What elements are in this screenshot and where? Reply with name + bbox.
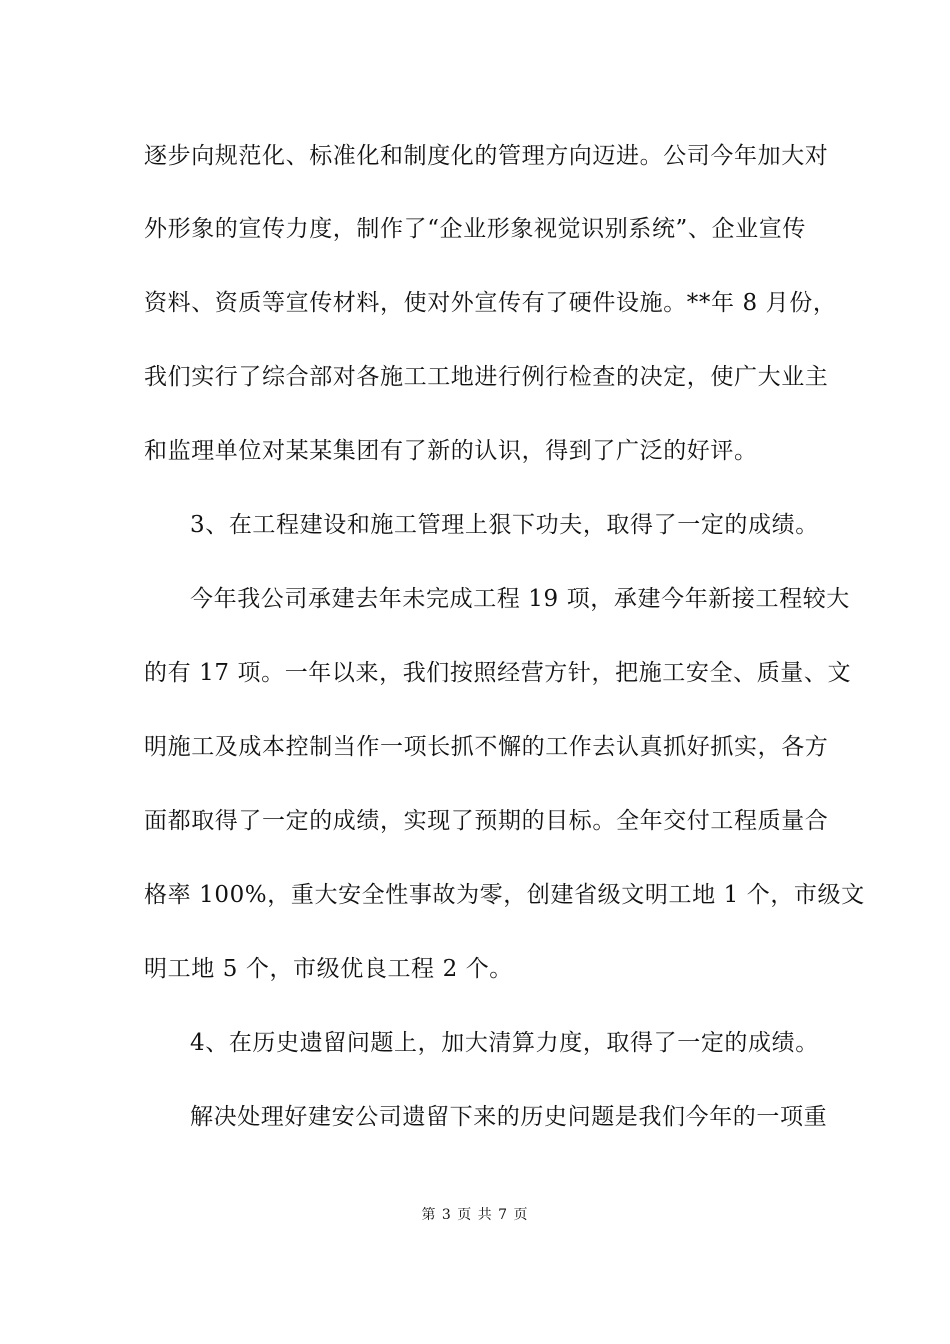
- text-line: 逐步向规范化、标准化和制度化的管理方向迈进。公司今年加大对: [144, 143, 829, 169]
- section-heading: 3、在工程建设和施工管理上狠下功夫，取得了一定的成绩。: [190, 512, 819, 538]
- page-number: 第 3 页 共 7 页: [421, 1207, 529, 1223]
- text-line: 明工地 5 个，市级优良工程 2 个。: [144, 956, 513, 982]
- text-line: 今年我公司承建去年未完成工程 19 项，承建今年新接工程较大: [190, 586, 850, 612]
- text-line: 和监理单位对某某集团有了新的认识，得到了广泛的好评。: [144, 438, 758, 464]
- text-line: 我们实行了综合部对各施工工地进行例行检查的决定，使广大业主: [144, 364, 829, 390]
- text-line: 格率 100%，重大安全性事故为零，创建省级文明工地 1 个，市级文: [144, 882, 865, 908]
- text-line: 资料、资质等宣传材料，使对外宣传有了硬件设施。**年 8 月份，: [144, 290, 837, 316]
- text-line: 面都取得了一定的成绩，实现了预期的目标。全年交付工程质量合: [144, 808, 829, 834]
- text-line: 外形象的宣传力度，制作了“企业形象视觉识别系统”、企业宣传: [144, 216, 806, 242]
- text-line: 的有 17 项。一年以来，我们按照经营方针，把施工安全、质量、文: [144, 660, 852, 686]
- section-heading: 4、在历史遗留问题上，加大清算力度，取得了一定的成绩。: [190, 1030, 819, 1056]
- text-line: 解决处理好建安公司遗留下来的历史问题是我们今年的一项重: [190, 1104, 828, 1130]
- text-line: 明施工及成本控制当作一项长抓不懈的工作去认真抓好抓实，各方: [144, 734, 829, 760]
